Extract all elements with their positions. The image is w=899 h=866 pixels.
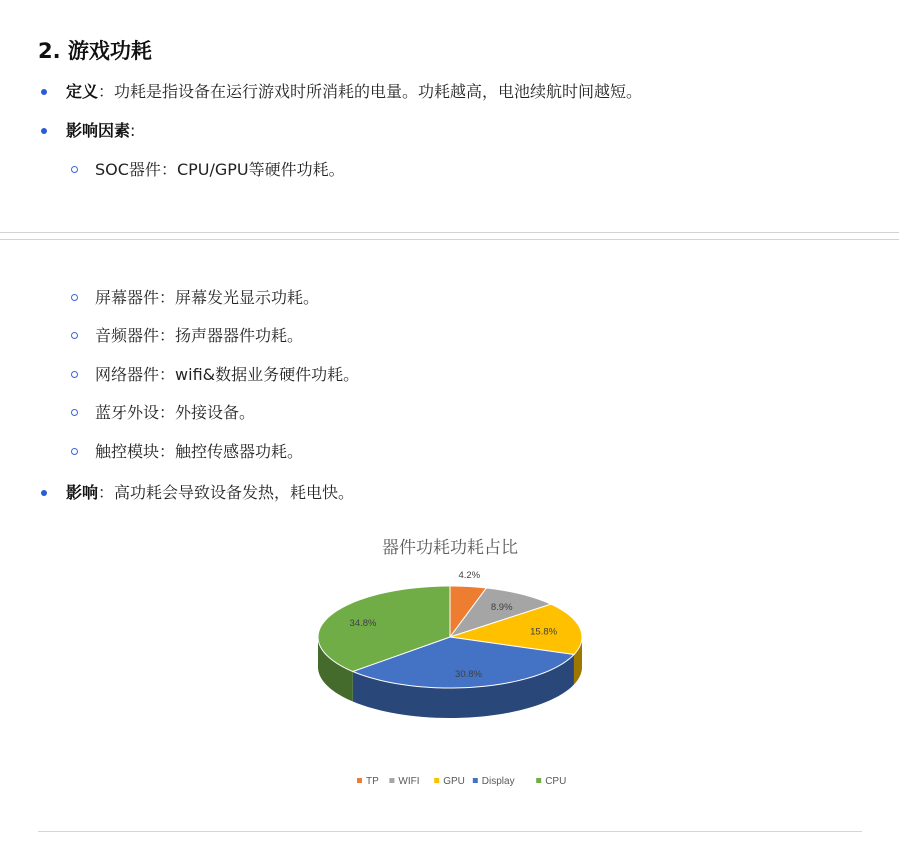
legend-label-wifi: WIFI xyxy=(398,776,420,787)
sub-item-name: SOC器件 xyxy=(95,160,161,179)
sub-item-desc: wifi&数据业务硬件功耗。 xyxy=(175,365,360,384)
bullet-ring-icon xyxy=(71,294,78,301)
sub-item-name: 蓝牙外设 xyxy=(95,403,160,422)
pie-label-gpu: 15.8% xyxy=(530,626,558,638)
definition-text: 功耗是指设备在运行游戏时所消耗的电量。功耗越高，电池续航时间越短。 xyxy=(114,82,643,101)
pie-chart xyxy=(290,525,610,805)
impact-sep: ： xyxy=(98,483,115,502)
bottom-divider xyxy=(38,831,862,832)
page-divider xyxy=(0,239,899,240)
sub-item-sep: ： xyxy=(159,403,176,422)
bullet-ring-icon xyxy=(71,409,78,416)
bullet-ring-icon xyxy=(71,166,78,173)
bullet-dot-icon xyxy=(41,490,47,496)
legend-swatch-cpu xyxy=(536,778,541,783)
factors-sep: : xyxy=(130,121,136,140)
pie-label-display: 30.8% xyxy=(455,669,482,680)
bullet-dot-icon xyxy=(41,89,47,95)
impact-text: 高功耗会导致设备发热，耗电快。 xyxy=(114,483,355,502)
legend-swatch-gpu xyxy=(434,778,439,783)
pie-chart-svg xyxy=(290,525,610,805)
sub-item-sep: ： xyxy=(159,326,176,345)
sub-item-sep: ： xyxy=(159,365,176,384)
definition-sep: ： xyxy=(98,82,115,101)
bullet-ring-icon xyxy=(71,332,78,339)
legend-label-display: Display xyxy=(481,776,515,787)
sub-item-name: 网络器件 xyxy=(95,365,160,384)
sub-item-desc: 触控传感器功耗。 xyxy=(175,442,304,461)
legend-label-cpu: CPU xyxy=(545,776,567,787)
sub-item-name: 屏幕器件 xyxy=(95,288,160,307)
legend-swatch-tp xyxy=(357,778,362,783)
bullet-ring-icon xyxy=(71,371,78,378)
sub-item-sep: ： xyxy=(160,160,177,179)
sub-item-desc: CPU/GPU等硬件功耗。 xyxy=(176,160,345,179)
sub-item-name: 触控模块 xyxy=(95,442,160,461)
sub-item-desc: 外接设备。 xyxy=(175,403,256,422)
definition-label: 定义 xyxy=(66,82,99,101)
factors-label: 影响因素 xyxy=(66,121,131,140)
pie-label-cpu: 34.8% xyxy=(349,618,377,630)
sub-item-name: 音频器件 xyxy=(95,326,160,345)
pie-label-tp: 4.2% xyxy=(458,570,481,581)
sub-item-sep: ： xyxy=(159,442,176,461)
pie-label-wifi: 8.9% xyxy=(490,602,513,614)
chart-legend xyxy=(357,776,566,787)
legend-label-tp: TP xyxy=(366,776,379,787)
sub-item-sep: ： xyxy=(159,288,176,307)
bullet-dot-icon xyxy=(41,128,47,134)
section-heading: 2. 游戏功耗 xyxy=(38,39,152,63)
legend-swatch-wifi xyxy=(389,778,394,783)
sub-item-desc: 屏幕发光显示功耗。 xyxy=(175,288,320,307)
chart-title: 器件功耗功耗占比 xyxy=(382,538,518,558)
sub-item-desc: 扬声器器件功耗。 xyxy=(175,326,304,345)
legend-label-gpu: GPU xyxy=(443,776,465,787)
bullet-ring-icon xyxy=(71,448,78,455)
page-divider xyxy=(0,232,899,233)
impact-label: 影响 xyxy=(66,483,99,502)
legend-swatch-display xyxy=(473,778,478,783)
